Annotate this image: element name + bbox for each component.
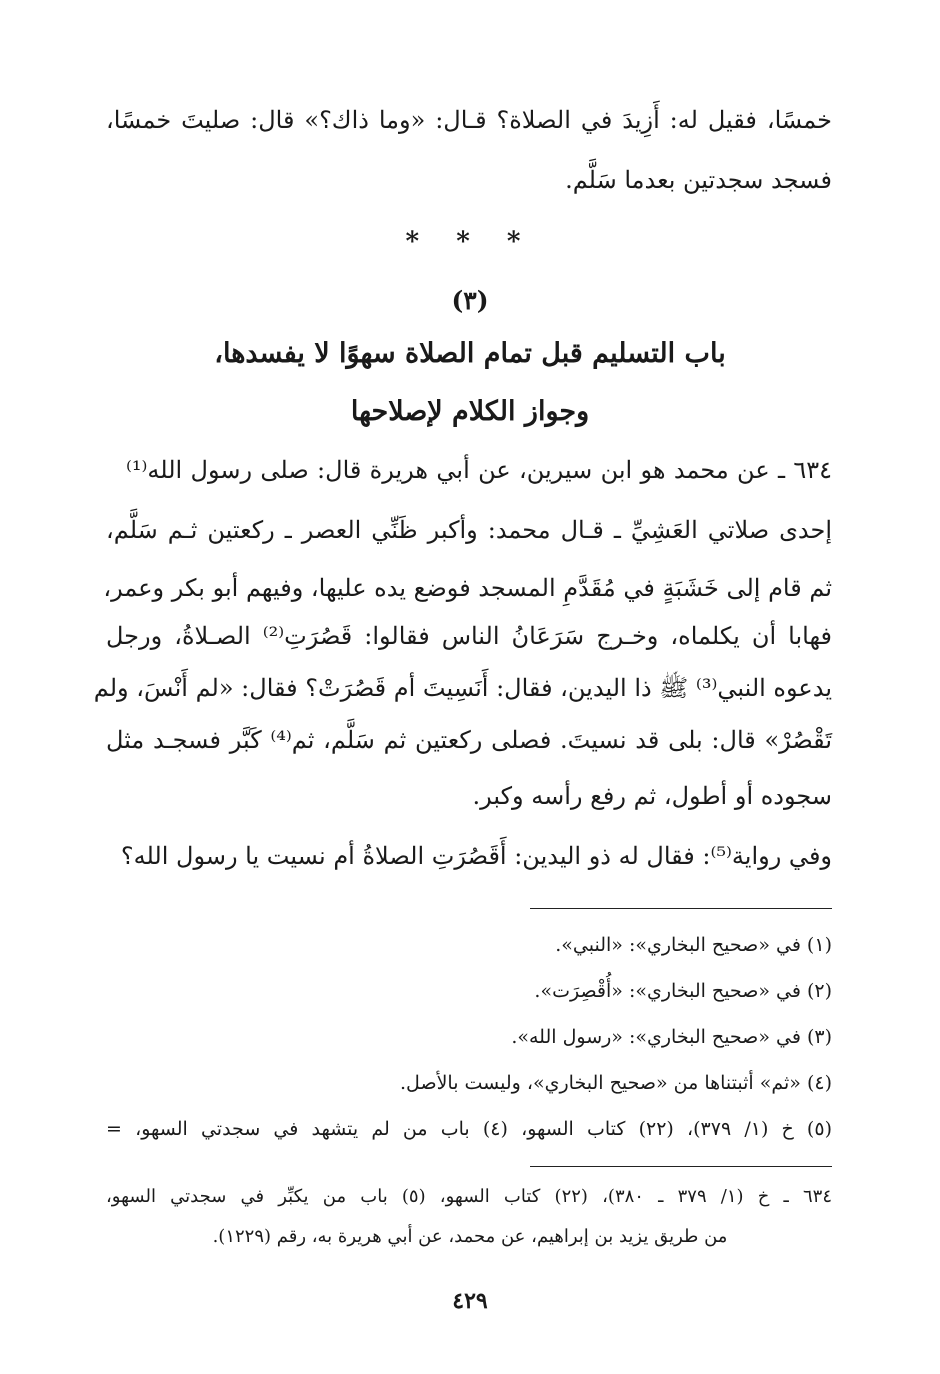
hadith-line-7: سجوده أو أطول، ثم رفع رأسه وكبر.	[472, 782, 832, 810]
source-rule	[530, 1166, 832, 1167]
hadith-line-1: ٦٣٤ ـ عن محمد هو ابن سيرين، عن أبي هريرة قال: صلى رسول الله⁽¹⁾	[126, 456, 832, 484]
chapter-title-line-1: باب التسليم قبل تمام الصلاة سهوًا لا يفسدها،	[214, 338, 726, 369]
chapter-number: (٣)	[451, 286, 489, 315]
source-note-line-2: من طريق يزيد بن إبراهيم، عن محمد، عن أبي هريرة به، رقم (١٢٢٩).	[212, 1226, 728, 1247]
source-note-line-1: ٦٣٤ ـ خ (١/ ٣٧٩ ـ ٣٨٠)، (٢٢) كتاب السهو، (٥) باب من يكبِّر في سجدتي السهو،	[106, 1186, 833, 1207]
top-paragraph-line-2: فسجد سجدتين بعدما سَلَّم.	[565, 166, 832, 194]
footnote-2: (٢) في «صحيح البخاري»: «أُقْصِرَت».	[534, 980, 832, 1002]
hadith-line-4: فهابا أن يكلماه، وخـرج سَرَعَانُ الناس فقالوا: قَصُرَتِ⁽²⁾ الصـلاةُ، ورجل	[106, 622, 832, 650]
hadith-line-3: ثم قام إلى خَشَبَةٍ في مُقَدَّمِ المسجد فوضع يده عليها، وفيهم أبو بكر وعمر،	[103, 574, 832, 602]
section-separator: * * *	[405, 227, 535, 257]
footnote-3: (٣) في «صحيح البخاري»: «رسول الله».	[511, 1026, 832, 1048]
riwaya-line: وفي رواية⁽⁵⁾: فقال له ذو اليدين: أَقَصُرَتِ الصلاةُ أم نسيت يا رسول الله؟	[120, 842, 832, 870]
footnote-4: (٤) «ثم» أثبتناها من «صحيح البخاري»، وليست بالأصل.	[400, 1072, 832, 1094]
hadith-line-5: يدعوه النبي⁽³⁾ ﷺ ذا اليدين، فقال: أَنَسِيتَ أم قَصُرَتْ؟ فقال: «لم أَنْسَ، ولم	[93, 674, 832, 702]
footnote-5: (٥) خ (١/ ٣٧٩)، (٢٢) كتاب السهو، (٤) باب من لم يتشهد في سجدتي السهو، =	[106, 1118, 832, 1140]
chapter-title-line-2: وجواز الكلام لإصلاحها	[350, 396, 590, 427]
hadith-line-2: إحدى صلاتي العَشِيِّ ـ قـال محمد: وأكبر ظَنِّي العصر ـ ركعتين ثـم سَلَّم،	[106, 516, 832, 544]
footnote-1: (١) في «صحيح البخاري»: «النبي».	[555, 934, 832, 956]
hadith-line-6: تَقْصُرْ» قال: بلى قد نسيتَ. فصلى ركعتين ثم سَلَّم، ثم⁽⁴⁾ كَبَّر فسجـد مثل	[106, 726, 833, 754]
footnote-rule	[530, 908, 832, 909]
top-paragraph-line-1: خمسًا، فقيل له: أَزِيدَ في الصلاة؟ قـال: «وما ذاك؟» قال: صليتَ خمسًا،	[106, 106, 832, 134]
page-number: ٤٢٩	[452, 1288, 488, 1314]
